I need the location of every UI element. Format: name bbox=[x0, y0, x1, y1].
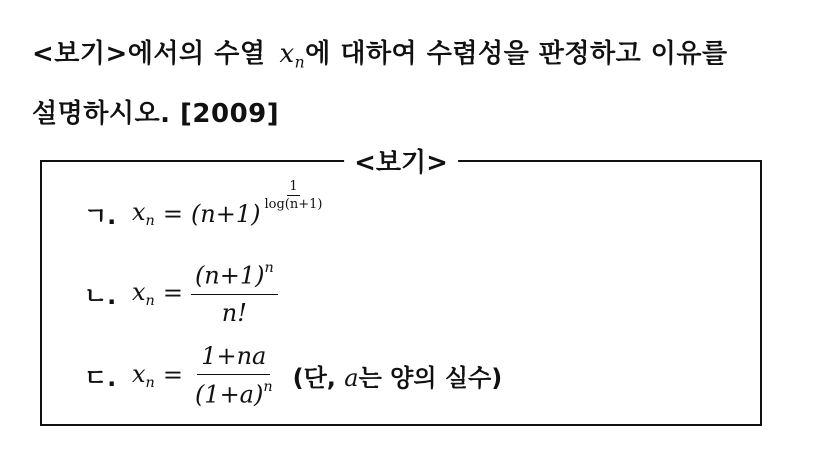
question-line-1 bbox=[32, 28, 792, 88]
equals-sign: = bbox=[162, 279, 183, 308]
fraction-denominator: $(1+a)^n$ bbox=[194, 379, 273, 409]
fraction bbox=[191, 342, 277, 409]
condition-note: (단, a는 양의 실수) bbox=[292, 363, 503, 392]
example-item-1 bbox=[84, 179, 325, 231]
exponent-denominator: log(n+1) bbox=[264, 197, 323, 212]
formula bbox=[132, 260, 278, 327]
item-marker: ㄱ. bbox=[84, 202, 117, 230]
formula bbox=[132, 342, 277, 409]
fraction-numerator: 1+na bbox=[197, 342, 270, 375]
example-item-3 bbox=[84, 342, 502, 409]
fraction-denominator: n! bbox=[221, 298, 247, 327]
exponent-fraction bbox=[263, 179, 325, 212]
formula-lhs: $x_n$ bbox=[132, 359, 155, 391]
item-marker: ㄴ. bbox=[84, 281, 117, 310]
equals-sign: = bbox=[162, 361, 183, 390]
box-title: <보기> bbox=[344, 142, 458, 179]
exponent-numerator: 1 bbox=[289, 179, 298, 194]
example-item-2 bbox=[84, 260, 278, 327]
question-text-part: <보기>에서의 수열 bbox=[32, 39, 266, 69]
sequence-variable: $x_n$ bbox=[279, 39, 306, 72]
question-text bbox=[32, 28, 792, 140]
item-marker: ㄷ. bbox=[84, 363, 117, 392]
fraction bbox=[191, 260, 278, 327]
formula-lhs: $x_n$ bbox=[132, 277, 155, 309]
question-text-part: 에 대하여 수렴성을 판정하고 이유를 bbox=[305, 39, 728, 69]
fraction-numerator: $(n+1)^n$ bbox=[191, 260, 278, 295]
formula-base: (n+1) bbox=[190, 199, 261, 228]
example-box bbox=[40, 148, 762, 426]
formula bbox=[132, 179, 325, 230]
formula-lhs: $x_n$ bbox=[132, 197, 155, 230]
question-line-2: 설명하시오. [2009] bbox=[32, 99, 280, 130]
equals-sign: = bbox=[162, 199, 183, 228]
